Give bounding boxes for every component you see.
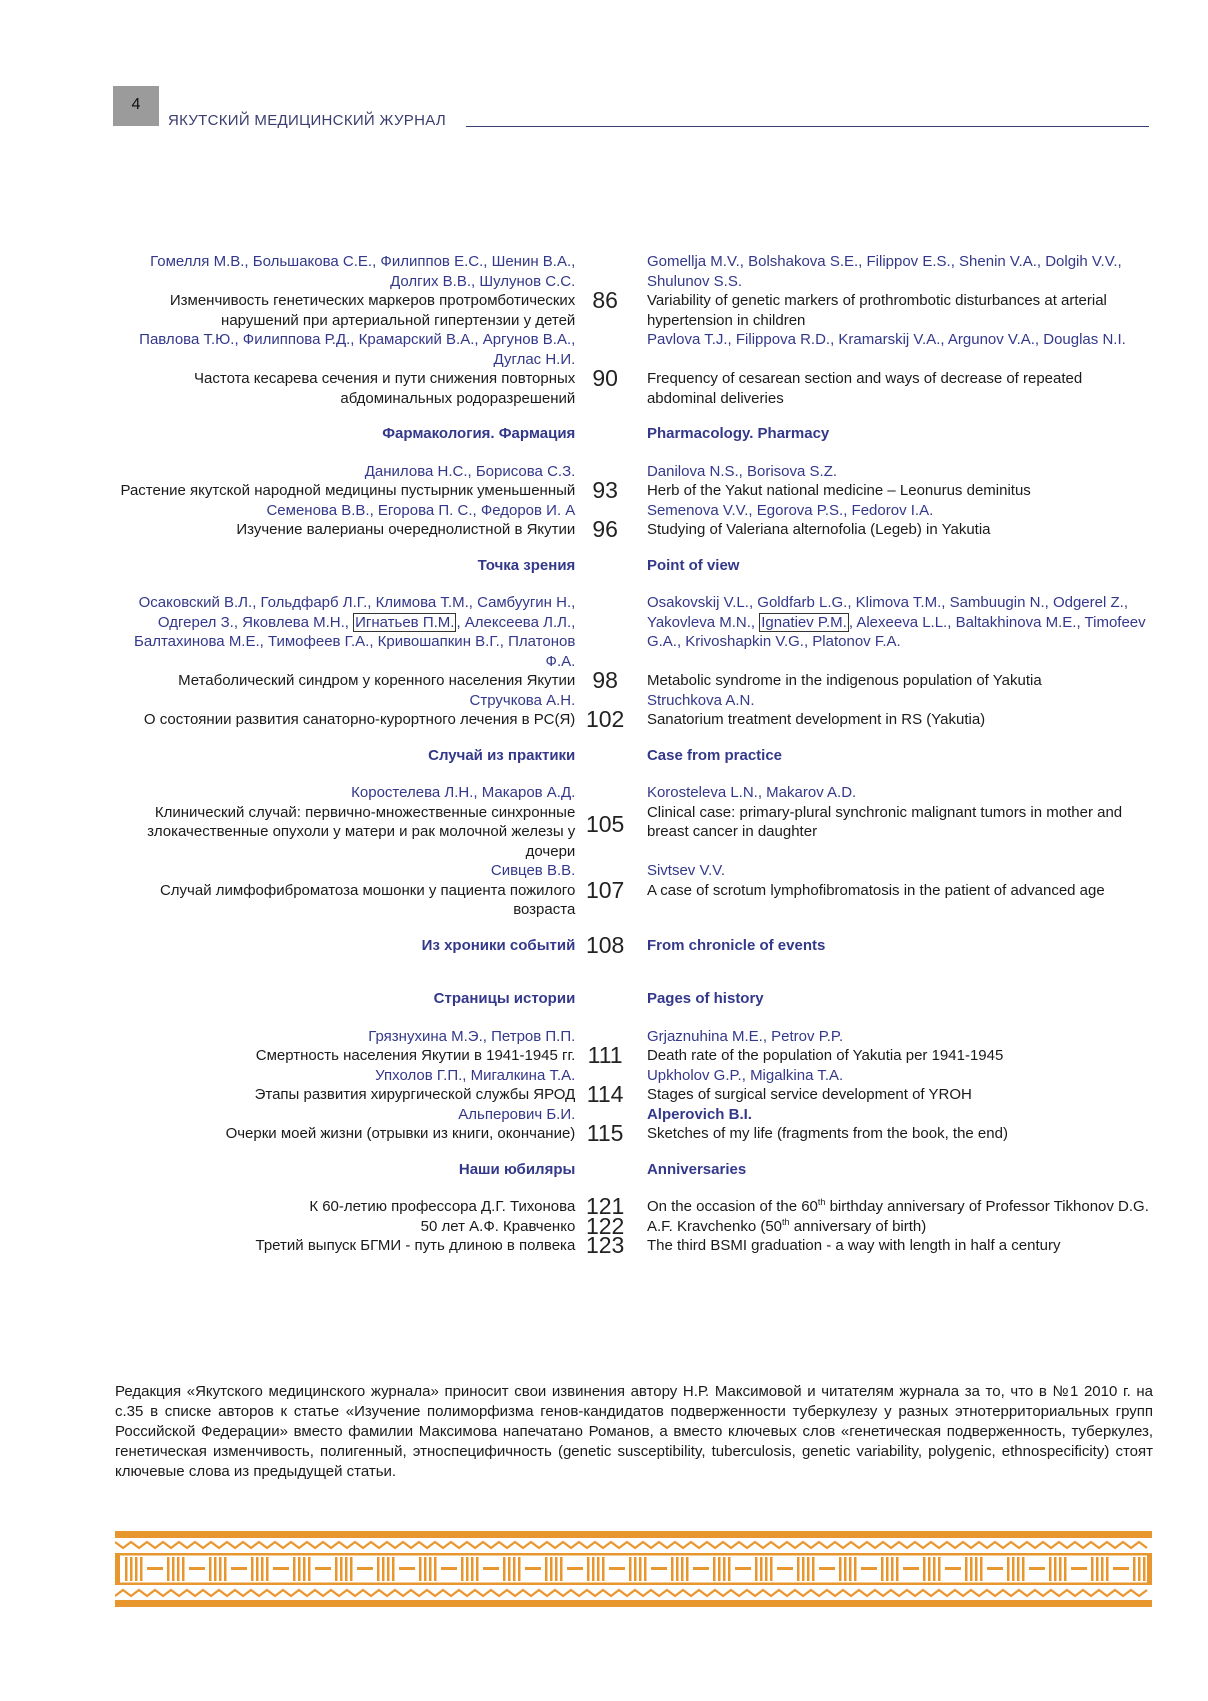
toc-entry (112, 516, 1152, 542)
title-part: On the occasion of the 60 (646, 1198, 818, 1215)
toc-entry (112, 477, 1152, 503)
section-heading (112, 931, 1152, 958)
toc-entry (112, 365, 1152, 408)
page-ref: 98 (592, 667, 618, 693)
article-title-en[interactable]: Variability of genetic markers of prothrombotic disturbances at arterial hypertension in children (646, 292, 1107, 329)
authors-en[interactable]: Semenova V.V., Egorova P.S., Fedorov I.A. (646, 501, 934, 519)
toc-entry (112, 706, 1152, 732)
ornament-band (115, 1531, 1152, 1607)
section-title-en: Point of view (646, 556, 740, 574)
article-title-ru[interactable]: Изменчивость генетических маркеров протромботических нарушений при артериальной гипертензии у детей (169, 292, 576, 329)
page-ref: 102 (585, 706, 625, 732)
article-title-ru[interactable]: О состоянии развития санаторно-курортного лечения в РС(Я) (143, 711, 576, 728)
article-title-ru[interactable]: Этапы развития хирургической службы ЯРОД (254, 1086, 576, 1103)
toc-entry (112, 252, 1152, 291)
authors-en[interactable]: Gomellja M.V., Bolshakova S.E., Filippov E.S., Shenin V.A., Dolgih V.V., Shulunov S.S. (646, 253, 1122, 290)
article-title-en[interactable]: Metabolic syndrome in the indigenous population of Yakutia (646, 672, 1042, 689)
section-title-ru: Страницы истории (433, 990, 576, 1007)
page-ref: 123 (585, 1232, 625, 1258)
article-title-en[interactable] (635, 1197, 1152, 1217)
authors-en[interactable]: Struchkova A.N. (646, 691, 755, 709)
page-ref: 114 (586, 1081, 624, 1107)
authors-en[interactable]: Alperovich B.I. (646, 1105, 752, 1123)
page-ref: 90 (592, 365, 618, 391)
article-title-en[interactable]: Clinical case: primary-plural synchronic malignant tumors in mother and breast cancer in daughter (646, 803, 1123, 840)
journal-title: ЯКУТСКИЙ МЕДИЦИНСКИЙ ЖУРНАЛ (168, 112, 447, 129)
toc-entry (112, 593, 1152, 671)
authors-en[interactable]: Grjaznuhina M.E., Petrov P.P. (646, 1027, 844, 1045)
article-title-ru[interactable]: Метаболический синдром у коренного населения Якутии (178, 672, 576, 689)
toc-entry (112, 1105, 1152, 1125)
page-ref: 93 (592, 477, 618, 503)
article-title-en[interactable] (635, 1217, 1152, 1237)
editorial-notice: Редакция «Якутского медицинского журнала» приносит свои извинения автору Н.Р. Максимовой и читателям журнала за то, что в №1 2010 г. на с.35 в списке авторов к статье «Изучение полиморфизма генов-кандидатов подверженности туберкулезу у разных этнотерриториальных групп Российской Федерации» вместо фамилии Максимова напечатано Романов, а вместо ключевых слов «генетическая подверженность, туберкулез, генетическая изменчивость, полигенный, этноспецифичность (genetic susceptibility, tuberculosis, genetic variability, polygenic, ethnospecificity) стоят ключевые слова из предыдущей статьи. (115, 1383, 1153, 1480)
section-title-ru: Наши юбиляры (458, 1160, 576, 1178)
authors-ru[interactable]: Коростелева Л.Н., Макаров А.Д. (351, 784, 576, 801)
article-title-en[interactable]: Sketches of my life (fragments from the book, the end) (646, 1125, 1008, 1142)
authors-ru[interactable]: Гомелля М.В., Большакова С.Е., Филиппов Е.С., Шенин В.А., Долгих В.В., Шулунов С.С. (150, 253, 576, 290)
authors-ru[interactable]: Сивцев В.В. (490, 862, 576, 879)
article-title-en[interactable]: Stages of surgical service development of YROH (646, 1086, 972, 1103)
title-part: A.F. Kravchenko (50 (646, 1217, 783, 1235)
authors-ru[interactable]: Павлова Т.Ю., Филиппова Р.Д., Крамарский В.А., Аргунов В.А., Дуглас Н.И. (139, 331, 576, 368)
page-ref: 105 (585, 810, 625, 837)
toc-entry (112, 691, 1152, 711)
article-title-ru[interactable]: Растение якутской народной медицины пустырник уменьшенный (120, 482, 576, 499)
highlighted-author-ru[interactable]: Игнатьев П.М. (355, 613, 455, 631)
article-title-ru[interactable]: К 60-летию профессора Д.Г. Тихонова (309, 1198, 576, 1215)
authors-en[interactable]: Sivtsev V.V. (646, 862, 726, 879)
authors-ru[interactable]: Грязнухина М.Э., Петров П.П. (368, 1027, 576, 1045)
article-title-en[interactable]: Death rate of the population of Yakutia per 1941-1945 (646, 1047, 1004, 1064)
authors-ru[interactable]: Данилова Н.С., Борисова С.З. (364, 462, 576, 480)
toc-entry (112, 501, 1152, 521)
authors-ru-part: , Алексеева Л.Л., Балтахинова М.Е., Тимофеев Г.А., Кривошапкин В.Г., Платонов Ф.А. (134, 613, 576, 670)
section-title-en: Pharmacology. Pharmacy (646, 425, 830, 442)
article-title-ru[interactable]: Смертность населения Якутии в 1941-1945 гг. (255, 1047, 576, 1064)
page-number-box (113, 86, 159, 126)
article-title-ru[interactable]: Изучение валерианы очереднолистной в Якутии (236, 521, 576, 538)
authors-ru[interactable]: Семенова В.В., Егорова П. С., Федоров И. А (266, 501, 576, 519)
toc-entry (112, 330, 1152, 369)
section-heading (112, 746, 1152, 766)
toc-entry (112, 876, 1152, 920)
section-title-en: Pages of history (646, 990, 764, 1007)
article-title-ru[interactable]: Частота кесарева сечения и пути снижения повторных абдоминальных родоразрешений (194, 370, 576, 407)
section-heading (112, 424, 1152, 444)
authors-ru-part: Осаковский В.Л., Гольдфарб Л.Г., Климова Т.М., Самбуугин Н., Одгерел З., Яковлева М.Н., (138, 594, 576, 631)
page-number: 4 (131, 96, 141, 113)
toc-entry (112, 803, 1152, 862)
toc-entry (112, 1027, 1152, 1047)
article-title-ru[interactable]: Третий выпуск БГМИ - путь длиною в полвека (255, 1237, 576, 1254)
header-rule (466, 126, 1149, 127)
authors-en[interactable] (635, 593, 1152, 652)
toc-entry (112, 1193, 1152, 1219)
ordinal-suffix: th (782, 1216, 790, 1227)
toc-entry (112, 783, 1152, 803)
page-ref: 111 (587, 1042, 623, 1068)
authors-en[interactable]: Korosteleva L.N., Makarov A.D. (646, 784, 857, 801)
authors-en-part: Osakovskij V.L., Goldfarb L.G., Klimova T.M., Sambuugin N., Odgerel Z., Yakovleva M.N., (646, 594, 1128, 631)
article-title-en[interactable]: Sanatorium treatment development in RS (Yakutia) (646, 711, 986, 728)
toc-entry (112, 1212, 1152, 1239)
toc-entry (112, 861, 1152, 881)
article-title-ru[interactable]: Клинический случай: первично-множественные синхронные злокачественные опухоли у матери и рак молочной железы у дочери (147, 803, 576, 860)
article-title-en[interactable]: A case of scrotum lymphofibromatosis in the patient of advanced age (646, 881, 1105, 899)
toc-entry (112, 462, 1152, 482)
authors-ru[interactable]: Упхолов Г.П., Мигалкина Т.А. (375, 1066, 576, 1084)
authors-en-part: , Alexeeva L.L., Baltakhinova M.E., Timofeev G.A., Krivoshapkin V.G., Platonov F.A. (646, 613, 1146, 650)
article-title-ru[interactable]: Очерки моей жизни (отрывки из книги, окончание) (225, 1125, 576, 1142)
page-ref: 115 (586, 1120, 624, 1146)
article-title-en[interactable]: Studying of Valeriana alternofolia (Legeb) in Yakutia (646, 521, 991, 538)
ordinal-suffix: th (817, 1197, 826, 1207)
article-title-ru[interactable]: 50 лет А.Ф. Кравченко (420, 1217, 576, 1235)
section-title-ru: Случай из практики (428, 746, 576, 764)
authors-ru[interactable]: Альперович Б.И. (458, 1105, 576, 1123)
page-ref: 107 (585, 876, 625, 903)
toc-entry (112, 1066, 1152, 1086)
article-title-ru[interactable]: Случай лимфофиброматоза мошонки у пациента пожилого возраста (159, 881, 576, 918)
section-heading (112, 989, 1152, 1009)
section-title-en: Case from practice (646, 746, 783, 764)
page-ref: 121 (585, 1193, 625, 1219)
section-title-ru: Фармакология. Фармация (382, 425, 576, 442)
authors-en[interactable]: Upkholov G.P., Migalkina T.A. (646, 1066, 844, 1084)
section-title-en[interactable]: From chronicle of events (646, 936, 826, 954)
section-heading (112, 1160, 1152, 1180)
highlighted-author-en[interactable]: Ignatiev P.M. (761, 613, 847, 631)
authors-ru[interactable]: Стручкова А.Н. (469, 691, 576, 709)
article-title-en[interactable]: Frequency of cesarean section and ways of decrease of repeated abdominal deliveries (646, 370, 1083, 407)
section-title-ru: Точка зрения (477, 556, 576, 574)
authors-en[interactable]: Pavlova T.J., Filippova R.D., Kramarskij V.A., Argunov V.A., Douglas N.I. (646, 331, 1126, 348)
page-ref: 122 (585, 1212, 625, 1239)
toc-entry (112, 287, 1152, 330)
authors-en[interactable]: Danilova N.S., Borisova S.Z. (646, 462, 838, 480)
article-title-en[interactable]: The third BSMI graduation - a way with length in half a century (646, 1237, 1061, 1254)
section-title-en: Anniversaries (646, 1160, 747, 1178)
page-ref: 96 (592, 516, 618, 542)
article-title-en[interactable]: Herb of the Yakut national medicine – Leonurus deminitus (646, 482, 1031, 499)
authors-ru[interactable] (112, 593, 575, 671)
title-part: anniversary of birth) (789, 1217, 927, 1235)
page-ref: 108 (585, 931, 625, 958)
table-of-contents (112, 252, 1152, 1256)
toc-entry (112, 1120, 1152, 1146)
toc-entry (112, 1232, 1152, 1258)
section-title-ru[interactable]: Из хроники событий (421, 936, 576, 954)
section-heading (112, 556, 1152, 576)
page-ref: 86 (592, 287, 618, 313)
toc-entry (112, 1042, 1152, 1068)
toc-entry (112, 1081, 1152, 1107)
title-part: birthday anniversary of Professor Tikhonov D.G. (825, 1198, 1149, 1215)
toc-entry (112, 667, 1152, 693)
